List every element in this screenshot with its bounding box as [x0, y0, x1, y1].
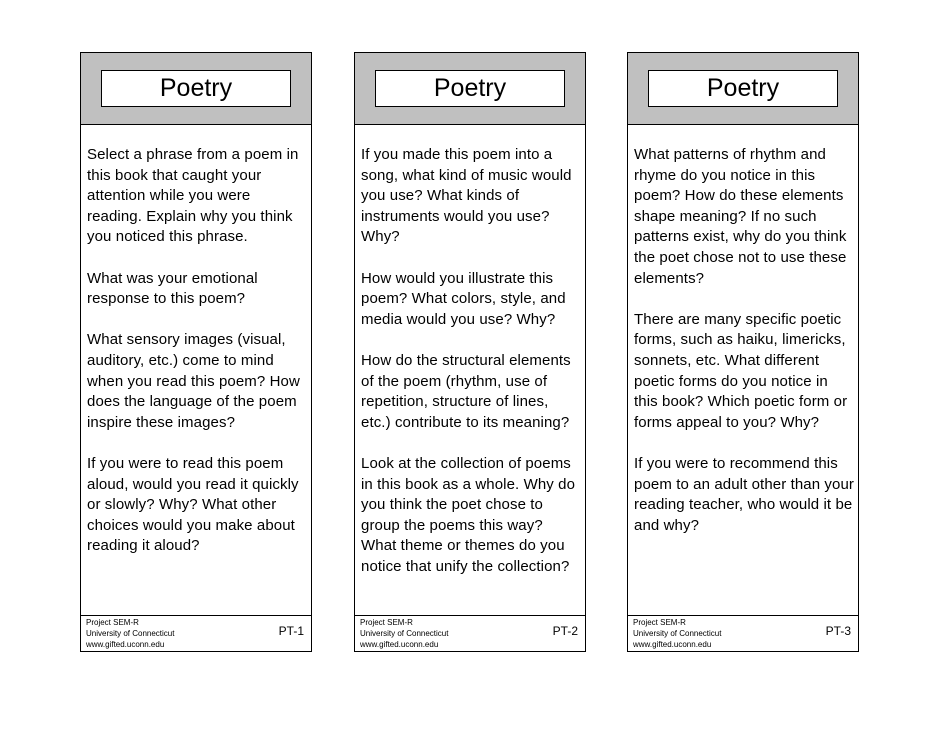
bookmark-card-pt-1: [80, 52, 312, 652]
footer-website: www.gifted.uconn.edu: [633, 640, 712, 650]
footer-website: www.gifted.uconn.edu: [86, 640, 165, 650]
footer-project: Project SEM-R: [360, 618, 413, 627]
card-footer: [81, 615, 311, 651]
card-footer: [355, 615, 585, 651]
prompt-paragraph: If you were to read this poem aloud, would you read it quickly or slowly? Why? What other choices would you make about reading it aloud?: [87, 454, 299, 555]
card-header: [628, 53, 858, 125]
prompt-paragraph: What sensory images (visual, auditory, etc.) come to mind when you read this poem? How does the language of the poem inspire these images?: [87, 331, 300, 431]
card-code: PT-3: [825, 624, 851, 638]
footer-university: University of Connecticut: [360, 629, 449, 639]
card-code: PT-1: [278, 624, 304, 638]
card-title: Poetry: [375, 70, 565, 107]
card-body: [628, 125, 858, 536]
footer-university: University of Connecticut: [633, 629, 722, 639]
prompt-paragraph: What patterns of rhythm and rhyme do you notice in this poem? How do these elements shape meaning? If no such patterns exist, why do you think the poet chose not to use these elements?: [634, 146, 847, 287]
footer-project: Project SEM-R: [633, 618, 686, 627]
prompt-paragraph: Look at the collection of poems in this book as a whole. Why do you think the poet chose to group the poems this way? What theme or themes do you notice that unify the collection?: [361, 454, 576, 575]
card-code: PT-2: [552, 624, 578, 638]
prompt-paragraph: How would you illustrate this poem? What colors, style, and media would you use? Why?: [361, 269, 566, 328]
prompt-paragraph: How do the structural elements of the poem (rhythm, use of repetition, structure of lines, etc.) contribute to its meaning?: [361, 351, 571, 431]
prompt-paragraph: If you were to recommend this poem to an adult other than your reading teacher, who would it be and why?: [634, 454, 855, 534]
card-footer: [628, 615, 858, 651]
card-title: Poetry: [101, 70, 291, 107]
bookmark-card-pt-3: [627, 52, 859, 652]
card-header: [355, 53, 585, 125]
prompt-paragraph: If you made this poem into a song, what kind of music would you use? What kinds of instruments would you use? Why?: [361, 146, 572, 246]
prompt-paragraph: There are many specific poetic forms, such as haiku, limericks, sonnets, etc. What different poetic forms do you notice in this book? Which poetic form or forms appeal to you? Why?: [634, 310, 848, 431]
card-header: [81, 53, 311, 125]
card-title: Poetry: [648, 70, 838, 107]
footer-website: www.gifted.uconn.edu: [360, 640, 439, 650]
prompt-paragraph: Select a phrase from a poem in this book that caught your attention while you were reading. Explain why you think you noticed this phrase.: [87, 146, 299, 246]
prompt-paragraph: What was your emotional response to this poem?: [87, 269, 258, 308]
card-body: [355, 125, 585, 577]
footer-university: University of Connecticut: [86, 629, 175, 639]
card-body: [81, 125, 311, 557]
footer-project: Project SEM-R: [86, 618, 139, 627]
bookmark-card-pt-2: [354, 52, 586, 652]
